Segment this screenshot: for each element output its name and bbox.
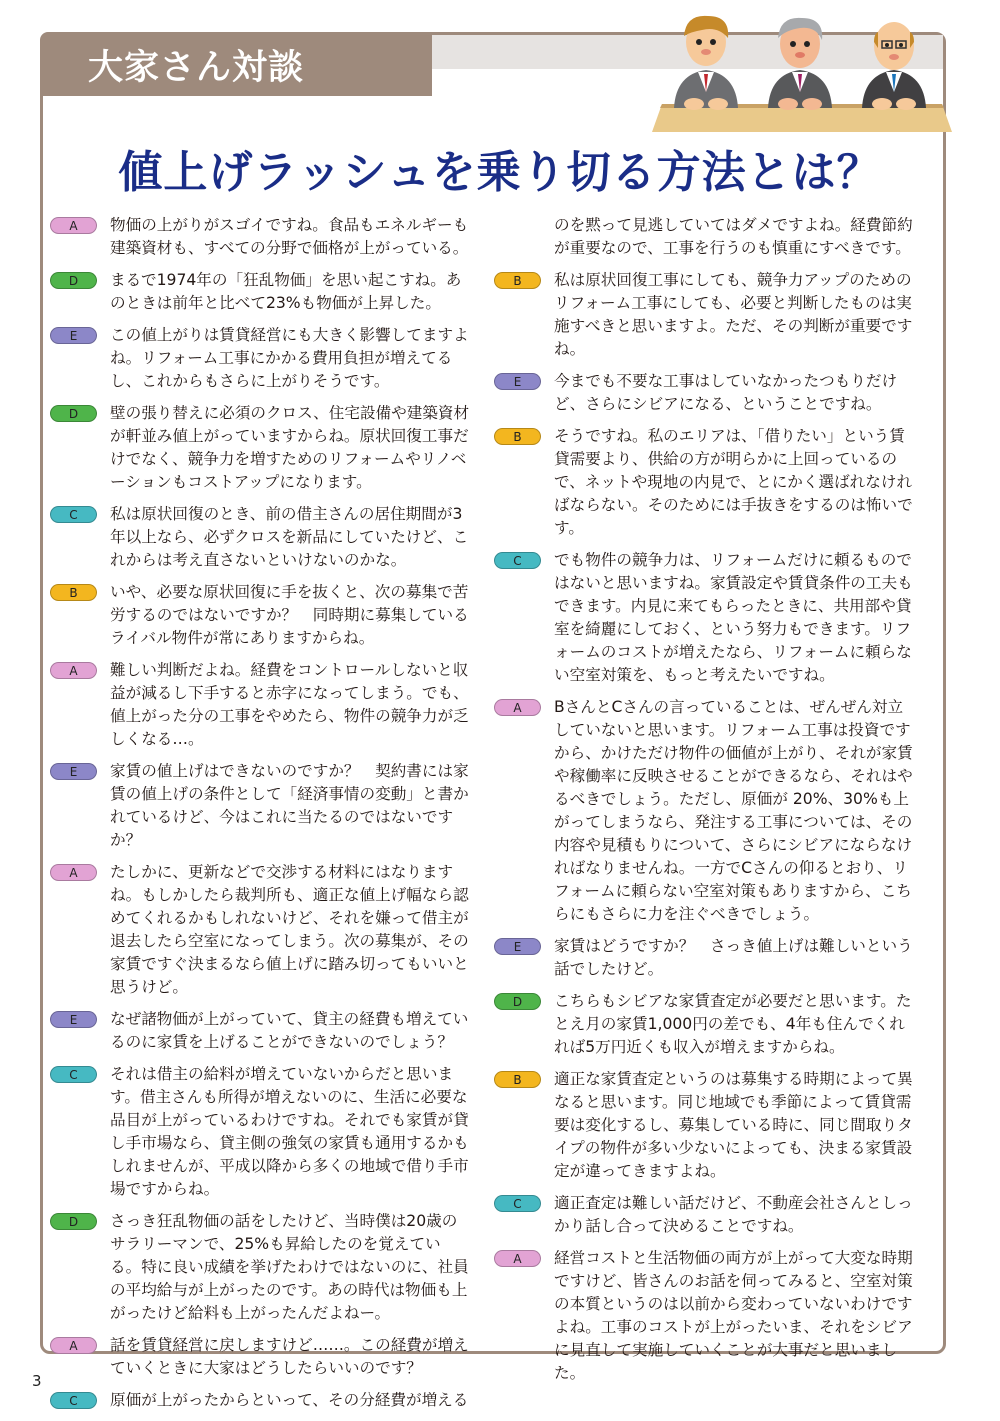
right-column: [494, 214, 914, 1394]
speaker-badge: B: [494, 1071, 541, 1088]
dialogue-line: [50, 1008, 470, 1054]
landlord-2-figure: [768, 18, 832, 110]
dialogue-line: [494, 425, 914, 540]
dialogue-line: [494, 696, 914, 926]
dialogue-line: [494, 1068, 914, 1183]
dialogue-line: [494, 990, 914, 1059]
dialogue-line: [494, 1247, 914, 1385]
speaker-badge: C: [494, 552, 541, 569]
section-tab: [40, 32, 432, 96]
dialogue-line: [50, 659, 470, 751]
dialogue-text: それは借主の給料が増えていないからだと思います。借主さんも所得が増えないのに、生活に必要な品目が上がっているわけですね。それでも家賃が貸し手市場なら、貸主側の強気の家賃も通用するかもしれませんが、平成以降から多くの地域で借り手市場ですからね。: [110, 1065, 469, 1198]
dialogue-line: [50, 1334, 470, 1380]
speaker-badge: D: [494, 993, 541, 1010]
dialogue-line: [494, 549, 914, 687]
speaker-badge: C: [494, 1195, 541, 1212]
dialogue-text: なぜ諸物価が上がっていて、貸主の経費も増えているのに家賃を上げることができないのでしょう？: [110, 1010, 469, 1051]
dialogue-line: [494, 370, 914, 416]
speaker-badge: B: [494, 272, 541, 289]
dialogue-text: 難しい判断だよね。経費をコントロールしないと収益が減るし下手すると赤字になってしまう。でも、値上がった分の工事をやめたら、物件の競争力が乏しくなる…。: [110, 661, 469, 748]
speaker-badge: D: [50, 405, 97, 422]
dialogue-text: 話を賃貸経営に戻しますけど……。この経費が増えていくときに大家はどうしたらいいのです？: [110, 1336, 469, 1377]
speaker-badge: A: [50, 1337, 97, 1354]
dialogue-line: [494, 269, 914, 361]
dialogue-line: [50, 1063, 470, 1201]
page-number: 3: [32, 1372, 42, 1390]
dialogue-line: [494, 214, 914, 260]
speaker-badge: A: [494, 1250, 541, 1267]
dialogue-text: 私は原状回復工事にしても、競争力アップのためのリフォーム工事にしても、必要と判断したものは実施すべきと思いますよ。ただ、その判断が重要ですね。: [554, 271, 913, 358]
dialogue-text: まるで1974年の「狂乱物価」を思い起こすね。あのときは前年と比べて23%も物価が上昇した。: [110, 271, 462, 312]
section-label: 大家さん対談: [88, 48, 305, 88]
dialogue-line: [50, 503, 470, 572]
speaker-badge: C: [50, 506, 97, 523]
speaker-badge: A: [50, 864, 97, 881]
speaker-badge: D: [50, 272, 97, 289]
dialogue-text: BさんとCさんの言っていることは、ぜんぜん対立していないと思います。リフォーム工事は投資ですから、かけただけ物件の価値が上がり、それが家賃や稼働率に反映させることができるなら、それはやるべきでしょう。ただし、原価が 20%、30%も上がってしまうなら、発注する工事については、その内容や見積もりについて、さらにシビアにならなければなりませんね。一方でCさんの仰るとおり、リフォームに頼らない空室対策もありますから、こちらにもさらに力を注ぐべきでしょう。: [554, 698, 913, 923]
speaker-badge: A: [50, 662, 97, 679]
dialogue-text: のを黙って見逃していてはダメですよね。経費節約が重要なので、工事を行うのも慎重にすべきです。: [554, 216, 913, 257]
dialogue-line: [494, 1192, 914, 1238]
dialogue-text: この値上がりは賃貸経営にも大きく影響してますよね。リフォーム工事にかかる費用負担が増えてるし、これからもさらに上がりそうです。: [110, 326, 469, 390]
left-column: [50, 214, 470, 1421]
speaker-badge: B: [494, 428, 541, 445]
dialogue-text: さっき狂乱物価の話をしたけど、当時僕は20歳のサラリーマンで、25%も昇給したのを覚えている。特に良い成績を挙げたわけではないのに、社員の平均給与が上がったのです。あの時代は物価も上がったけど給料も上がったんだよねー。: [110, 1212, 469, 1322]
speaker-badge: B: [50, 584, 97, 601]
speaker-badge: E: [50, 763, 97, 780]
dialogue-line: [50, 1210, 470, 1325]
dialogue-text: 壁の張り替えに必須のクロス、住宅設備や建築資材が軒並み値上がっていますからね。原状回復工事だけでなく、競争力を増すためのリフォームやリノベーションもコストアップになります。: [110, 404, 470, 491]
speaker-badge: E: [50, 327, 97, 344]
landlord-3-figure: [862, 22, 926, 110]
dialogue-line: [50, 269, 470, 315]
speaker-badge: A: [494, 699, 541, 716]
dialogue-line: [50, 1389, 470, 1412]
speaker-badge: A: [50, 217, 97, 234]
speaker-badge: E: [494, 373, 541, 390]
dialogue-line: [50, 402, 470, 494]
dialogue-line: [494, 935, 914, 981]
dialogue-line: [50, 581, 470, 650]
dialogue-text: いや、必要な原状回復に手を抜くと、次の募集で苦労するのではないですか？ 同時期に募集しているライバル物件が常にありますからね。: [110, 583, 469, 647]
dialogue-line: [50, 324, 470, 393]
dialogue-line: [50, 861, 470, 999]
dialogue-text: 原価が上がったからといって、その分経費が増える: [110, 1391, 469, 1409]
dialogue-line: [50, 214, 470, 260]
landlords-illustration: [652, 8, 952, 132]
landlord-1-figure: [674, 16, 738, 110]
page-headline: 値上げラッシュを乗り切る方法とは？: [118, 147, 882, 198]
speaker-badge: C: [50, 1066, 97, 1083]
dialogue-text: たしかに、更新などで交渉する材料にはなりますね。もしかしたら裁判所も、適正な値上げ幅なら認めてくれるかもしれないけど、それを嫌って借主が退去したら空室になってしまう。次の募集が、その家賃ですぐ決まるなら値上げに踏み切ってもいいと思うけど。: [110, 863, 469, 996]
dialogue-text: 私は原状回復のとき、前の借主さんの居住期間が3年以上なら、必ずクロスを新品にしていたけど、これからは考え直さないといけないのかな。: [110, 505, 469, 569]
dialogue-text: 適正査定は難しい話だけど、不動産会社さんとしっかり話し合って決めることですね。: [554, 1194, 913, 1235]
dialogue-text: こちらもシビアな家賃査定が必要だと思います。たとえ月の家賃1,000円の差でも、4年も住んでくれれば5万円近くも収入が増えますからね。: [554, 992, 912, 1056]
dialogue-text: そうですね。私のエリアは、「借りたい」という賃貸需要より、供給の方が明らかに上回っているので、ネットや現地の内見で、とにかく選ばれなければならない。そのためには手抜きをするのは怖いです。: [554, 427, 913, 537]
speaker-badge: C: [50, 1392, 97, 1409]
dialogue-text: 物価の上がりがスゴイですね。食品もエネルギーも建築資材も、すべての分野で価格が上がっている。: [110, 216, 469, 257]
dialogue-text: でも物件の競争力は、リフォームだけに頼るものではないと思いますね。家賃設定や賃貸条件の工夫もできます。内見に来てもらったときに、共用部や貸室を綺麗にしておく、という努力もできます。リフォームのコストが増えたなら、リフォームに頼らない空室対策を、もっと考えたいですね。: [554, 551, 913, 684]
dialogue-text: 家賃はどうですか？ さっき値上げは難しいという話でしたけど。: [554, 937, 913, 978]
dialogue-text: 今までも不要な工事はしていなかったつもりだけど、さらにシビアになる、ということですね。: [554, 372, 898, 413]
dialogue-line: [50, 760, 470, 852]
speaker-badge: D: [50, 1213, 97, 1230]
speaker-badge: E: [50, 1011, 97, 1028]
speaker-badge: E: [494, 938, 541, 955]
dialogue-text: 適正な家賃査定というのは募集する時期によって異なると思います。同じ地域でも季節によって賃貸需要は変化するし、募集している時に、同じ間取りタイプの物件が多い少ないによっても、決まる家賃設定が違ってきますよね。: [554, 1070, 913, 1180]
dialogue-text: 家賃の値上げはできないのですか？ 契約書には家賃の値上げの条件として「経済事情の変動」と書かれているけど、今はこれに当たるのではないですか？: [110, 762, 469, 849]
dialogue-text: 経営コストと生活物価の両方が上がって大変な時期ですけど、皆さんのお話を伺ってみると、空室対策の本質というのは以前から変わっていないわけですよね。工事のコストが上がったいま、それをシビアに見直して実施していくことが大事だと思いました。: [554, 1249, 913, 1382]
